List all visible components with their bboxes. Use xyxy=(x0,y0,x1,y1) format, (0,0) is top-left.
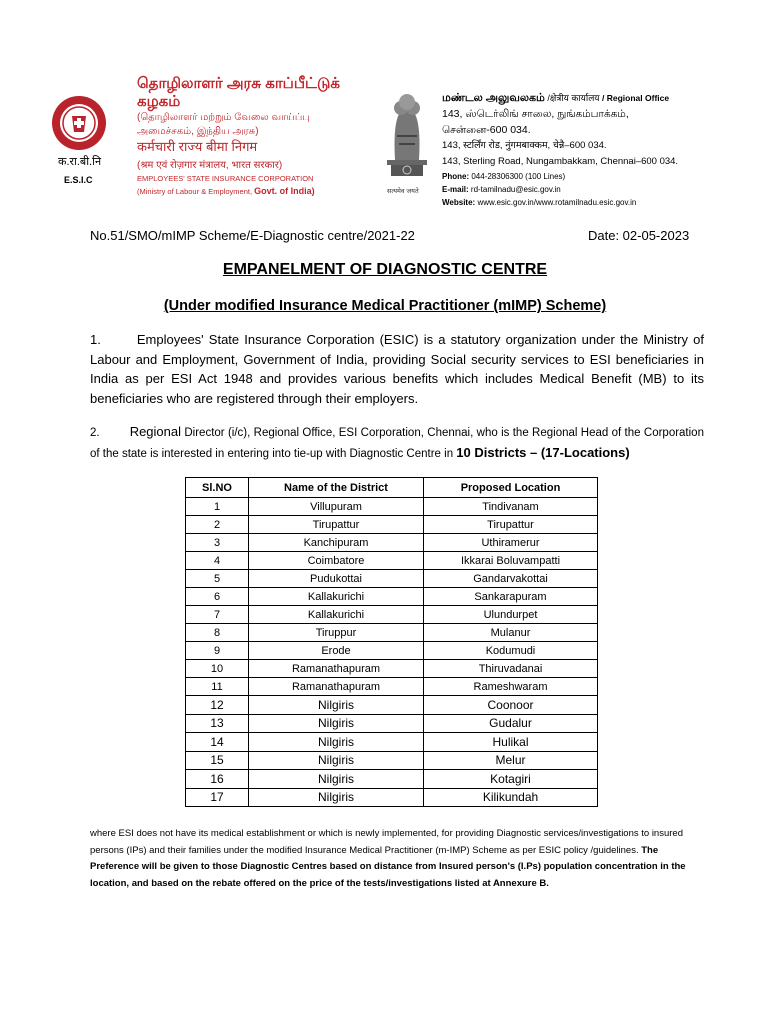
english-govt: Govt. of India) xyxy=(254,186,315,196)
cell-slno: 10 xyxy=(186,660,249,678)
table-row xyxy=(186,552,598,570)
esic-english-abbrev: E.S.I.C xyxy=(64,175,93,185)
cell-district: Pudukottai xyxy=(249,570,424,588)
table-row xyxy=(186,498,598,516)
cell-location: Melur xyxy=(424,751,598,770)
reference-number: No.51/SMO/mIMP Scheme/E-Diagnostic centre/2021-22 xyxy=(90,228,415,243)
table-row xyxy=(186,588,598,606)
national-emblem-icon xyxy=(381,86,433,182)
footer-paragraph xyxy=(90,826,702,892)
cell-slno: 8 xyxy=(186,624,249,642)
table-row xyxy=(186,516,598,534)
table-row xyxy=(186,678,598,696)
address-tamil-1: 143, ஸ்டெர்லிங் சாலை, நுங்கம்பாக்கம், xyxy=(442,108,629,120)
email-link[interactable]: rd-tamilnadu@esic.gov.in xyxy=(470,185,561,194)
cell-slno: 13 xyxy=(186,714,249,733)
table-row xyxy=(186,714,598,733)
footer-text: where ESI does not have its medical establishment or which is newly implemented, for providing Diagnostic services/investigations to insured persons (IPs) and their families under the modified Insurance Medical Practitioner (m-IMP) Scheme as per ESIC policy /guidelines. xyxy=(90,828,683,856)
cell-location: Thiruvadanai xyxy=(424,660,598,678)
table-row xyxy=(186,733,598,752)
cell-location: Tirupattur xyxy=(424,516,598,534)
footer-bold-text: The Preference will be given to those Diagnostic Centres based on distance from Insured person's (I.Ps) population concentration in the location, and based on the rebate offered on the price of the tests/investigations listed at Annexure B. xyxy=(90,844,686,889)
cell-district: Nilgiris xyxy=(249,788,424,807)
esic-hindi-abbrev: क.रा.बी.नि xyxy=(58,156,102,168)
table-row xyxy=(186,570,598,588)
website-link[interactable]: www.esic.gov.in/www.rotamilnadu.esic.gov.in xyxy=(477,198,637,207)
table-row xyxy=(186,642,598,660)
emblem-motto: सत्यमेव जयते xyxy=(387,188,419,195)
cell-slno: 4 xyxy=(186,552,249,570)
cell-location: Kotagiri xyxy=(424,770,598,789)
cell-district: Ramanathapuram xyxy=(249,660,424,678)
table-row xyxy=(186,696,598,715)
table-row xyxy=(186,534,598,552)
cell-slno: 5 xyxy=(186,570,249,588)
cell-district: Erode xyxy=(249,642,424,660)
cell-slno: 14 xyxy=(186,733,249,752)
table-row xyxy=(186,624,598,642)
cell-location: Mulanur xyxy=(424,624,598,642)
paragraph-1-text: Employees' State Insurance Corporation (ESIC) is a statutory organization under the Ministry of Labour and Employment, Government of India, providing Social security services to ESI beneficiaries in India as per ESI Act 1948 and provides various benefits which includes Medical Benefit (MB) to its beneficiaries who are registered through their employers. xyxy=(90,332,704,406)
esic-logo xyxy=(50,94,108,152)
cell-location: Rameshwaram xyxy=(424,678,598,696)
cell-district: Nilgiris xyxy=(249,714,424,733)
paragraph-1-number: 1. xyxy=(90,332,101,347)
hindi-ministry: (श्रम एवं रोज़गार मंत्रालय, भारत सरकार) xyxy=(137,160,283,171)
cell-location: Hulikal xyxy=(424,733,598,752)
cell-location: Gandarvakottai xyxy=(424,570,598,588)
cell-slno: 15 xyxy=(186,751,249,770)
address-tamil-2: சென்னை-600 034. xyxy=(442,124,531,136)
cell-slno: 6 xyxy=(186,588,249,606)
cell-location: Gudalur xyxy=(424,714,598,733)
cell-location: Ulundurpet xyxy=(424,606,598,624)
cell-slno: 17 xyxy=(186,788,249,807)
email-line: E-mail: rd-tamilnadu@esic.gov.in xyxy=(442,185,561,194)
cell-slno: 3 xyxy=(186,534,249,552)
paragraph-1 xyxy=(90,330,704,408)
cell-district: Kallakurichi xyxy=(249,606,424,624)
english-ministry: (Ministry of Labour & Employment, Govt. of India) xyxy=(137,186,315,196)
page-title: EMPANELMENT OF DIAGNOSTIC CENTRE xyxy=(222,261,548,278)
paragraph-2-text: Director (i/c), Regional Office, ESI Corporation, Chennai, who is the Regional Head of the Corporation of the state is interested in entering into tie-up with Diagnostic Centre in xyxy=(90,427,704,460)
table-header-row xyxy=(186,478,598,498)
table-row xyxy=(186,788,598,807)
cell-district: Nilgiris xyxy=(249,751,424,770)
column-header-district: Name of the District xyxy=(249,478,424,498)
cell-district: Villupuram xyxy=(249,498,424,516)
cell-location: Kodumudi xyxy=(424,642,598,660)
header-right-block xyxy=(442,90,742,209)
cell-location: Sankarapuram xyxy=(424,588,598,606)
paragraph-2-bold: 10 Districts – (17-Locations) xyxy=(456,445,630,460)
tamil-org-name: தொழிலாளர் அரசு காப்பீட்டுக் கழகம் xyxy=(137,75,340,110)
cell-district: Kallakurichi xyxy=(249,588,424,606)
cell-slno: 16 xyxy=(186,770,249,789)
cell-slno: 2 xyxy=(186,516,249,534)
hindi-org-name: कर्मचारी राज्य बीमा निगम xyxy=(137,139,258,154)
cell-district: Kanchipuram xyxy=(249,534,424,552)
cell-location: Ikkarai Boluvampatti xyxy=(424,552,598,570)
paragraph-2 xyxy=(90,422,704,464)
address-hindi: 143, स्टर्लिंग रोड, नुंगमबाक्कम, चेन्नै–600 034. xyxy=(442,140,607,151)
table-row xyxy=(186,751,598,770)
phone-line: Phone: 044-28306300 (100 Lines) xyxy=(442,172,566,181)
column-header-slno: Sl.NO xyxy=(186,478,249,498)
cell-district: Nilgiris xyxy=(249,770,424,789)
district-location-table xyxy=(185,477,598,807)
cell-district: Tiruppur xyxy=(249,624,424,642)
cell-slno: 12 xyxy=(186,696,249,715)
header-left-block xyxy=(137,75,387,198)
tamil-ministry-line-1: (தொழிலாளர் மற்றும் வேலை வாய்ப்பு xyxy=(137,112,310,123)
cell-district: Coimbatore xyxy=(249,552,424,570)
cell-location: Tindivanam xyxy=(424,498,598,516)
cell-slno: 9 xyxy=(186,642,249,660)
page-subtitle: (Under modified Insurance Medical Practitioner (mIMP) Scheme) xyxy=(163,298,607,314)
table-row xyxy=(186,660,598,678)
table-row xyxy=(186,606,598,624)
paragraph-2-number: 2. xyxy=(90,427,100,439)
regional-office-heading: மண்டல அலுவலகம் /क्षेत्रीय कार्यालय / Regional Office xyxy=(442,92,670,104)
paragraph-2-lead: Regional xyxy=(129,424,182,439)
cell-location: Kilikundah xyxy=(424,788,598,807)
address-english: 143, Sterling Road, Nungambakkam, Chennai–600 034. xyxy=(442,156,679,167)
reference-date: Date: 02-05-2023 xyxy=(588,228,690,243)
cell-district: Tirupattur xyxy=(249,516,424,534)
cell-district: Nilgiris xyxy=(249,696,424,715)
tamil-ministry-line-2: அமைச்சகம், இந்திய அரசு) xyxy=(137,126,259,137)
website-line: Website: www.esic.gov.in/www.rotamilnadu.esic.gov.in xyxy=(442,198,637,207)
cell-slno: 7 xyxy=(186,606,249,624)
cell-slno: 11 xyxy=(186,678,249,696)
cell-location: Uthiramerur xyxy=(424,534,598,552)
cell-district: Ramanathapuram xyxy=(249,678,424,696)
cell-location: Coonoor xyxy=(424,696,598,715)
cell-district: Nilgiris xyxy=(249,733,424,752)
table-row xyxy=(186,770,598,789)
english-org-name: EMPLOYEES' STATE INSURANCE CORPORATION xyxy=(137,174,314,183)
column-header-location: Proposed Location xyxy=(424,478,598,498)
cell-slno: 1 xyxy=(186,498,249,516)
